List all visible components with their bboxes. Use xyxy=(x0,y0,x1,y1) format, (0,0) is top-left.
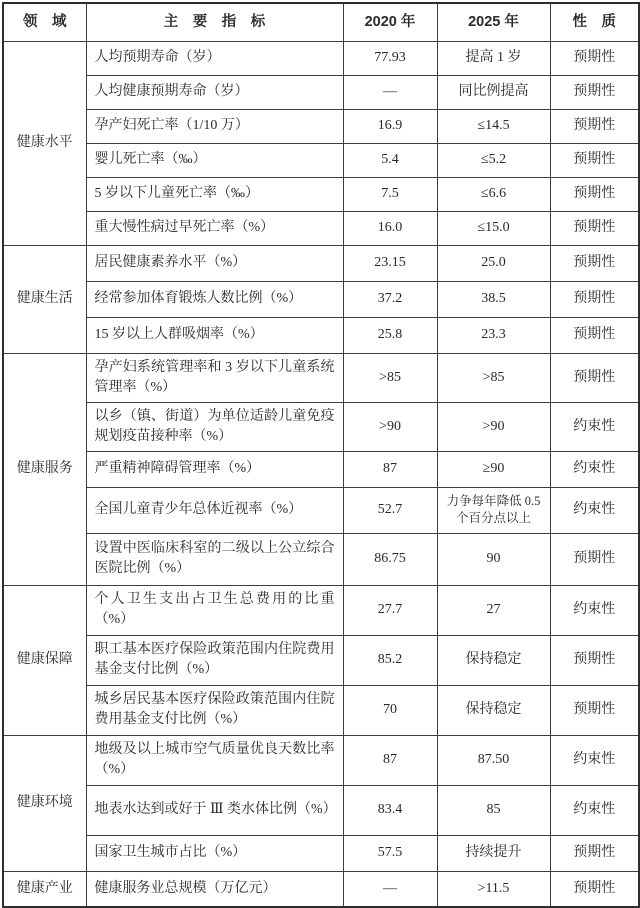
nature-cell: 预期性 xyxy=(550,281,639,317)
table-row xyxy=(3,109,639,143)
header-row xyxy=(3,3,639,41)
indicator-cell: 地表水达到或好于 Ⅲ 类水体比例（%） xyxy=(86,785,343,835)
value-2020-cell: 87 xyxy=(343,451,437,487)
value-2025-cell: ≤5.2 xyxy=(437,143,550,177)
table-row xyxy=(3,281,639,317)
indicator-cell: 设置中医临床科室的二级以上公立综合医院比例（%） xyxy=(86,533,343,585)
domain-cell-health-level: 健康水平 xyxy=(3,41,86,245)
table-row xyxy=(3,177,639,211)
domain-cell-health-environment: 健康环境 xyxy=(3,735,86,871)
nature-cell: 预期性 xyxy=(550,835,639,871)
nature-cell: 约束性 xyxy=(550,735,639,785)
table-row xyxy=(3,835,639,871)
value-2020-cell: 85.2 xyxy=(343,635,437,685)
nature-cell: 约束性 xyxy=(550,585,639,635)
indicator-cell: 城乡居民基本医疗保险政策范围内住院费用基金支付比例（%） xyxy=(86,685,343,735)
value-2025-cell: 85 xyxy=(437,785,550,835)
value-2020-cell: 86.75 xyxy=(343,533,437,585)
value-2025-cell: 保持稳定 xyxy=(437,685,550,735)
nature-cell: 预期性 xyxy=(550,685,639,735)
nature-cell: 预期性 xyxy=(550,871,639,907)
value-2025-cell: 87.50 xyxy=(437,735,550,785)
value-2020-cell: 77.93 xyxy=(343,41,437,75)
nature-cell: 约束性 xyxy=(550,451,639,487)
value-2020-cell: 70 xyxy=(343,685,437,735)
value-2020-cell: 16.0 xyxy=(343,211,437,245)
value-2025-cell: 力争每年降低 0.5 个百分点以上 xyxy=(437,487,550,533)
header-domain: 领 域 xyxy=(3,3,86,41)
value-2020-cell: >90 xyxy=(343,402,437,451)
indicator-cell: 个人卫生支出占卫生总费用的比重（%） xyxy=(86,585,343,635)
table-row xyxy=(3,75,639,109)
nature-cell: 约束性 xyxy=(550,402,639,451)
domain-cell-health-life: 健康生活 xyxy=(3,245,86,353)
table-row xyxy=(3,211,639,245)
nature-cell: 预期性 xyxy=(550,143,639,177)
value-2025-cell: ≤15.0 xyxy=(437,211,550,245)
indicator-cell: 国家卫生城市占比（%） xyxy=(86,835,343,871)
indicator-cell: 15 岁以上人群吸烟率（%） xyxy=(86,317,343,353)
nature-cell: 预期性 xyxy=(550,109,639,143)
value-2020-cell: 25.8 xyxy=(343,317,437,353)
indicator-cell: 地级及以上城市空气质量优良天数比率（%） xyxy=(86,735,343,785)
value-2020-cell: 7.5 xyxy=(343,177,437,211)
value-2020-cell: >85 xyxy=(343,353,437,402)
value-2025-cell: >11.5 xyxy=(437,871,550,907)
indicator-cell: 重大慢性病过早死亡率（%） xyxy=(86,211,343,245)
domain-cell-health-industry: 健康产业 xyxy=(3,871,86,907)
value-2020-cell: 83.4 xyxy=(343,785,437,835)
value-2025-cell: 持续提升 xyxy=(437,835,550,871)
value-2025-cell: 23.3 xyxy=(437,317,550,353)
table-row xyxy=(3,353,639,402)
value-2020-cell: 5.4 xyxy=(343,143,437,177)
table-row xyxy=(3,533,639,585)
value-2025-cell: ≤6.6 xyxy=(437,177,550,211)
value-2025-cell: 同比例提高 xyxy=(437,75,550,109)
nature-cell: 预期性 xyxy=(550,75,639,109)
header-nature: 性 质 xyxy=(550,3,639,41)
nature-cell: 预期性 xyxy=(550,177,639,211)
indicator-cell: 居民健康素养水平（%） xyxy=(86,245,343,281)
value-2020-cell: 27.7 xyxy=(343,585,437,635)
table-row xyxy=(3,143,639,177)
header-2025: 2025 年 xyxy=(437,3,550,41)
domain-cell-health-security: 健康保障 xyxy=(3,585,86,735)
value-2025-cell: 提高 1 岁 xyxy=(437,41,550,75)
indicator-cell: 全国儿童青少年总体近视率（%） xyxy=(86,487,343,533)
value-2025-cell: >85 xyxy=(437,353,550,402)
header-indicator: 主 要 指 标 xyxy=(86,3,343,41)
value-2020-cell: 87 xyxy=(343,735,437,785)
header-2020: 2020 年 xyxy=(343,3,437,41)
nature-cell: 预期性 xyxy=(550,211,639,245)
indicator-cell: 5 岁以下儿童死亡率（‰） xyxy=(86,177,343,211)
value-2020-cell: 37.2 xyxy=(343,281,437,317)
table-row xyxy=(3,735,639,785)
indicator-cell: 婴儿死亡率（‰） xyxy=(86,143,343,177)
table-row xyxy=(3,487,639,533)
domain-cell-health-services: 健康服务 xyxy=(3,353,86,585)
table-row xyxy=(3,41,639,75)
value-2025-cell: ≤14.5 xyxy=(437,109,550,143)
indicator-cell: 经常参加体育锻炼人数比例（%） xyxy=(86,281,343,317)
nature-cell: 预期性 xyxy=(550,41,639,75)
nature-cell: 约束性 xyxy=(550,785,639,835)
nature-cell: 预期性 xyxy=(550,635,639,685)
table-row xyxy=(3,402,639,451)
nature-cell: 预期性 xyxy=(550,353,639,402)
value-2025-cell: 保持稳定 xyxy=(437,635,550,685)
indicator-cell: 以乡（镇、街道）为单位适龄儿童免疫规划疫苗接种率（%） xyxy=(86,402,343,451)
indicator-cell: 严重精神障碍管理率（%） xyxy=(86,451,343,487)
value-2025-cell: 25.0 xyxy=(437,245,550,281)
table-row xyxy=(3,685,639,735)
nature-cell: 约束性 xyxy=(550,487,639,533)
table-row xyxy=(3,317,639,353)
value-2020-cell: 52.7 xyxy=(343,487,437,533)
nature-cell: 预期性 xyxy=(550,245,639,281)
value-2025-cell: ≥90 xyxy=(437,451,550,487)
value-2020-cell: 23.15 xyxy=(343,245,437,281)
indicator-cell: 人均健康预期寿命（岁） xyxy=(86,75,343,109)
value-2025-cell: 90 xyxy=(437,533,550,585)
table-row xyxy=(3,451,639,487)
table-row xyxy=(3,871,639,907)
value-2020-cell: — xyxy=(343,871,437,907)
table-row xyxy=(3,585,639,635)
value-2025-cell: >90 xyxy=(437,402,550,451)
table-row xyxy=(3,245,639,281)
value-2025-cell: 27 xyxy=(437,585,550,635)
indicator-cell: 孕产妇系统管理率和 3 岁以下儿童系统管理率（%） xyxy=(86,353,343,402)
table-row xyxy=(3,785,639,835)
value-2020-cell: 57.5 xyxy=(343,835,437,871)
indicators-table xyxy=(2,2,640,908)
indicator-cell: 健康服务业总规模（万亿元） xyxy=(86,871,343,907)
nature-cell: 预期性 xyxy=(550,533,639,585)
value-2020-cell: — xyxy=(343,75,437,109)
indicator-cell: 孕产妇死亡率（1/10 万） xyxy=(86,109,343,143)
nature-cell: 预期性 xyxy=(550,317,639,353)
value-2025-cell: 38.5 xyxy=(437,281,550,317)
indicator-cell: 职工基本医疗保险政策范围内住院费用基金支付比例（%） xyxy=(86,635,343,685)
value-2020-cell: 16.9 xyxy=(343,109,437,143)
indicator-cell: 人均预期寿命（岁） xyxy=(86,41,343,75)
table-row xyxy=(3,635,639,685)
